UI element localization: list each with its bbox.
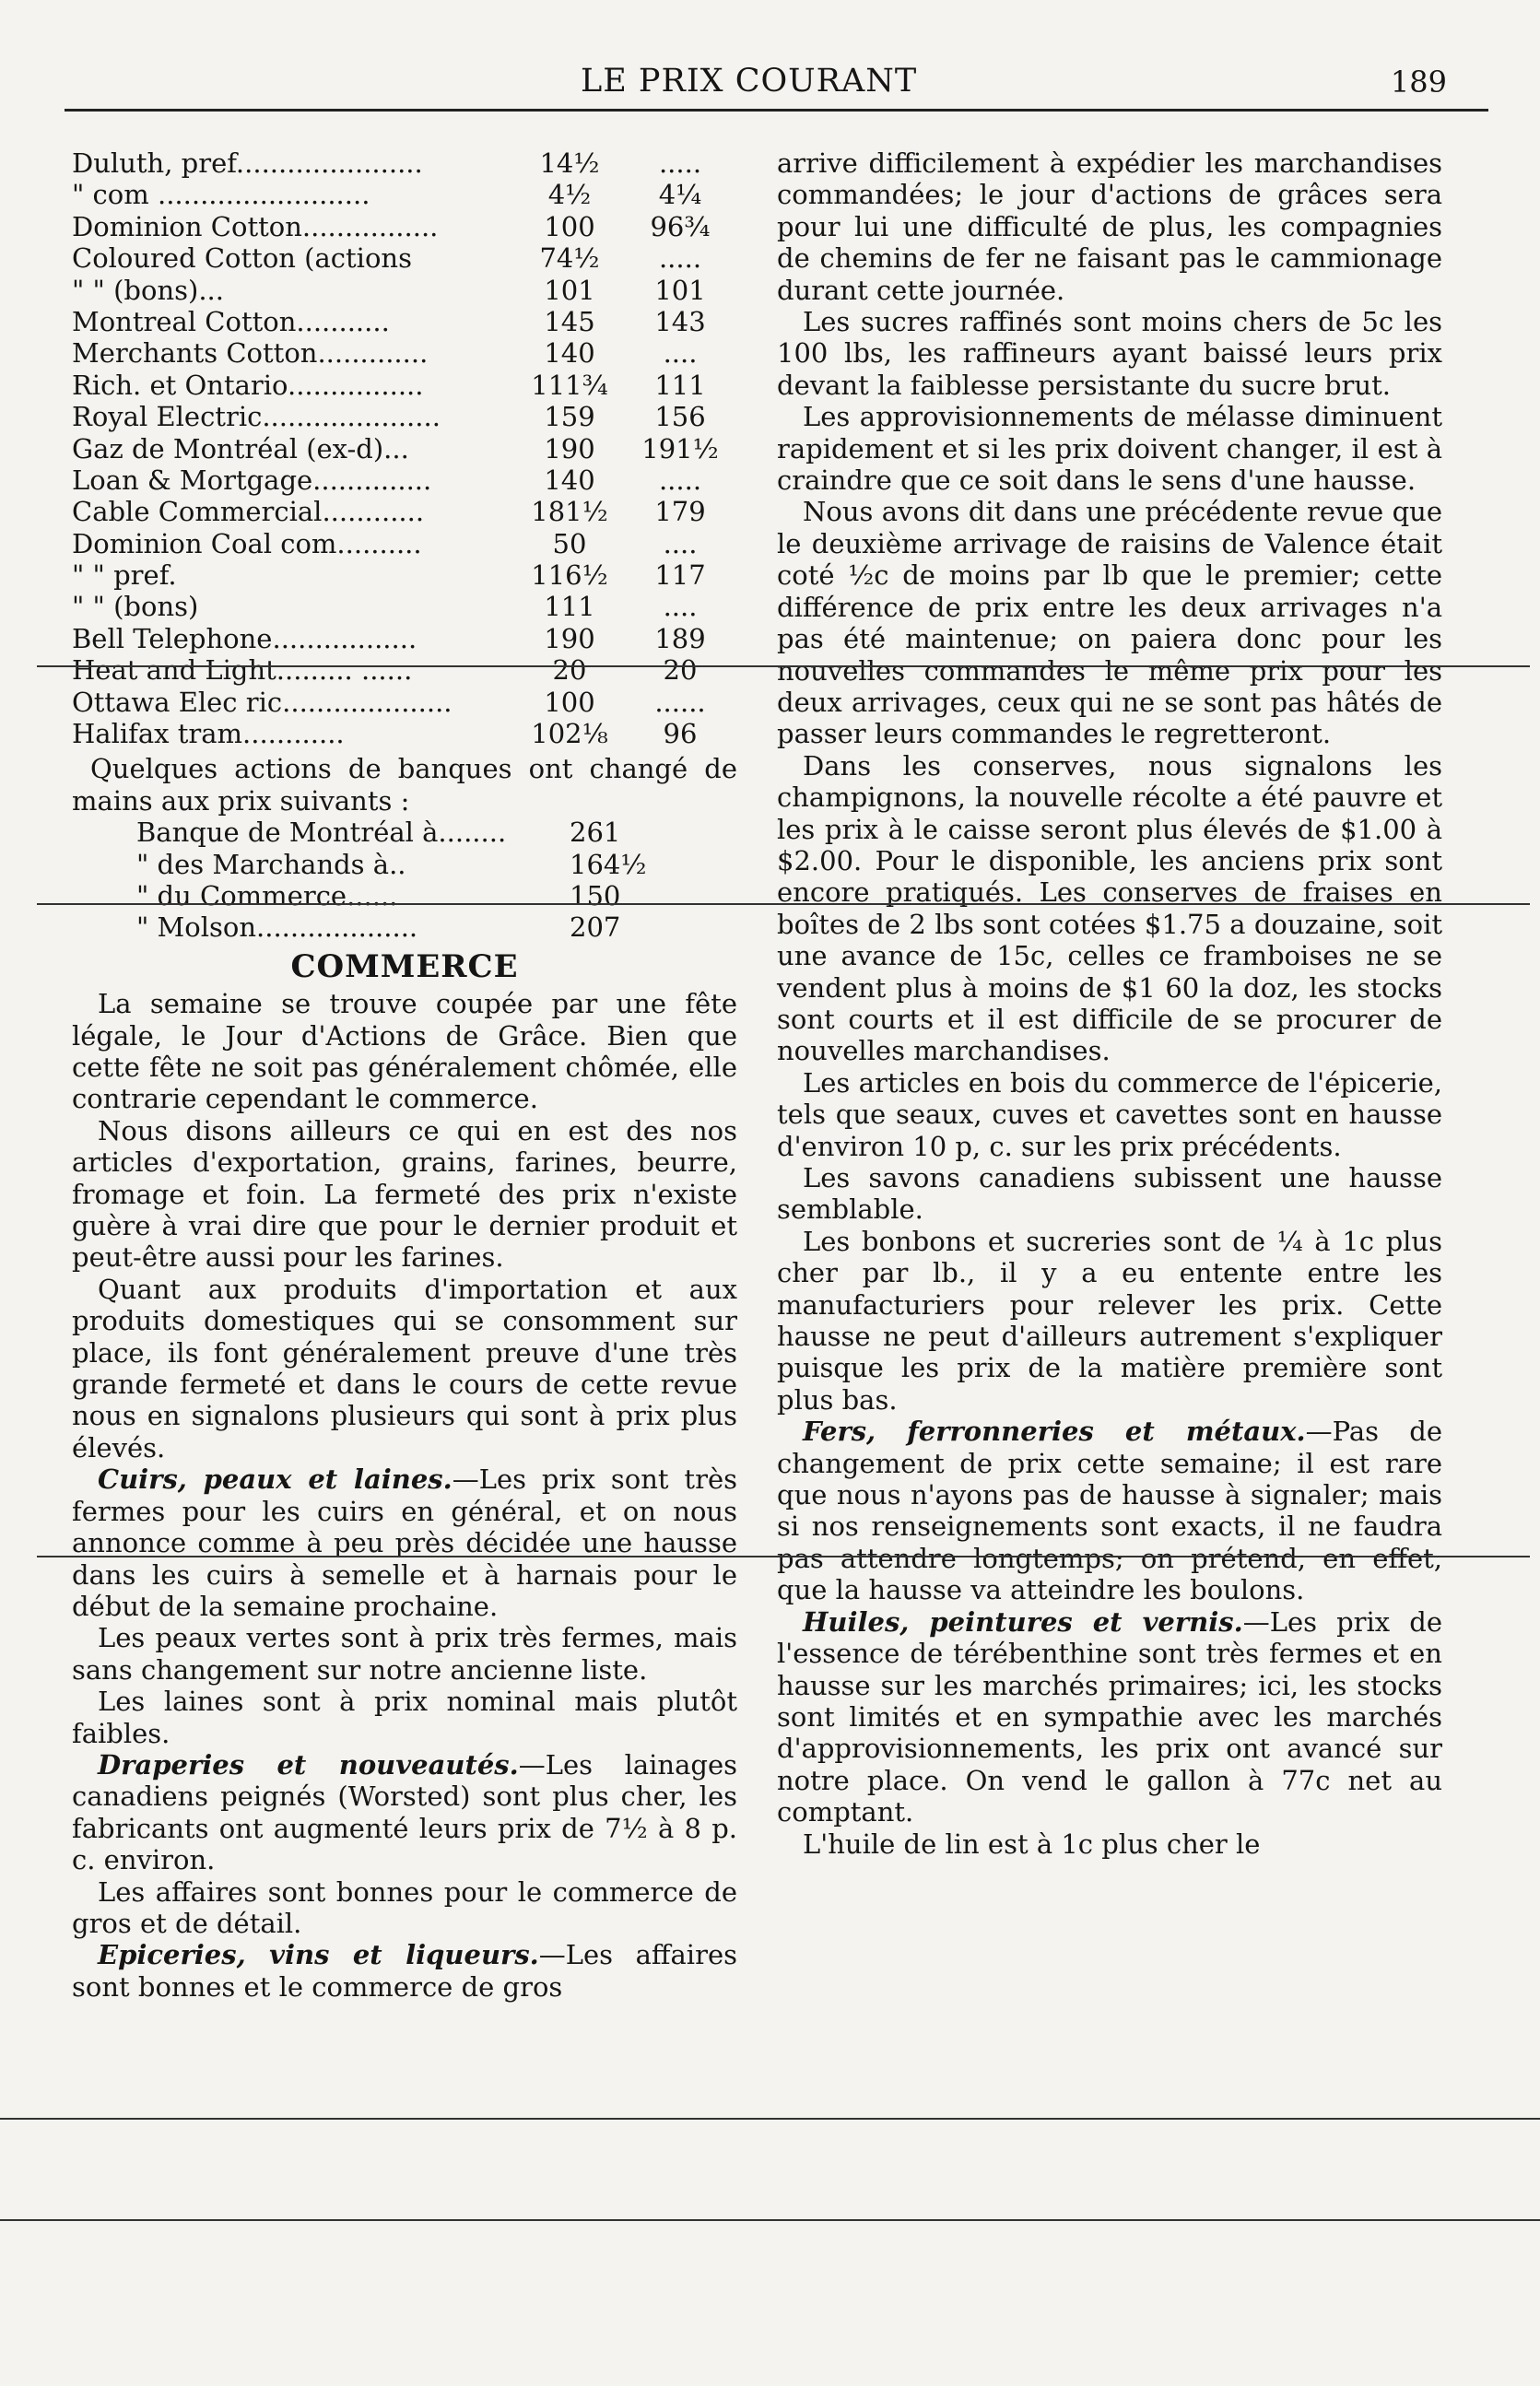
subheading: Cuirs, peaux et laines. (98, 1463, 453, 1496)
stock-name: Royal Electric..................... (72, 401, 441, 433)
stock-name: Loan & Mortgage.............. (72, 464, 432, 496)
stock-row (72, 559, 737, 591)
stock-buyer: ..... (658, 242, 702, 275)
stock-seller: 140 (544, 337, 595, 370)
subheading: Epiceries, vins et liqueurs. (98, 1939, 539, 1971)
stock-seller: 20 (552, 654, 587, 687)
scan-line (0, 2219, 1540, 2221)
stock-name: Cable Commercial............ (72, 496, 425, 528)
stock-seller: 111¾ (531, 369, 608, 401)
stock-row (72, 623, 737, 654)
stock-buyer: 20 (663, 654, 698, 687)
bank-name: " Molson................... (136, 911, 418, 944)
stock-name: " com ......................... (72, 179, 370, 211)
stock-name: Halifax tram............ (72, 718, 345, 750)
stock-seller: 140 (544, 464, 595, 496)
stock-seller: 74½ (539, 242, 600, 275)
journal-title: LE PRIX COURANT (581, 63, 918, 100)
stock-buyer: 4¼ (658, 179, 702, 211)
stock-row (72, 401, 737, 432)
paragraph: Les approvisionnements de mélasse diminuent rapidement et si les prix doivent changer, il est à craindre que ce soit dans le sens d'une hausse. (777, 401, 1442, 497)
stock-row (72, 242, 737, 274)
paragraph-text: —Les lainages canadiens peignés (Worsted) sont plus cher, les fabricants ont augmenté leurs prix de 7½ à 8 p. c. environ. (72, 1748, 738, 1876)
stock-buyer: .... (663, 337, 698, 370)
bank-intro: Quelques actions de banques ont changé de mains aux prix suivants : (72, 753, 737, 817)
stock-name: " " pref. (72, 559, 177, 592)
stock-row (72, 147, 737, 179)
paragraph-fers (777, 1416, 1442, 1605)
paragraph: L'huile de lin est à 1c plus cher le (803, 1828, 1261, 1860)
section-title: COMMERCE (290, 947, 519, 985)
stock-row (72, 337, 737, 369)
stock-name: Ottawa Elec ric.................... (72, 686, 453, 718)
paragraph-text: —Pas de changement de prix cette semaine; il est rare que nous n'ayons pas de hausse à signaler; mais si nos renseignements sont exacts, il ne faudra pas attendre longtemps; on prétend, en effet, que la hausse va atteindre les boulons. (777, 1416, 1442, 1606)
stock-row (72, 687, 737, 718)
stock-row (72, 275, 737, 306)
page-header (65, 57, 1484, 103)
stock-seller: 190 (544, 622, 595, 654)
stock-name: Merchants Cotton............. (72, 337, 429, 370)
stock-row (72, 591, 737, 622)
paragraph: Les laines sont à prix nominal mais plutôt faibles. (72, 1686, 737, 1749)
stock-name: Heat and Light......... ...... (72, 654, 413, 687)
paragraph: Nous avons dit dans une précédente revue que le deuxième arrivage de raisins de Valence était coté ½c de moins par lb que le premier; cette différence de prix entre les deux arrivages n'a pas été maintenue; on paiera donc pour les nouvelles commandes le même prix pour les deux arrivages, ceux qui ne se sont pas hâtés de passer leurs commandes le regretteront. (777, 496, 1442, 750)
paragraph-text: —Les prix de l'essence de térébenthine sont très fermes et en hausse sur les marchés primaires; ici, les stocks sont limités et en sympathie avec les marchés d'approvisionnements, les prix ont avancé sur notre place. On vend le gallon à 77c net au comptant. (777, 1605, 1442, 1828)
paragraph-epiceries (72, 1939, 737, 2003)
bank-price: 261 (570, 817, 621, 849)
scan-line (37, 1556, 1530, 1557)
bank-row (72, 817, 737, 848)
bank-price: 207 (570, 911, 621, 944)
stock-row (72, 433, 737, 464)
stock-seller: 50 (552, 527, 587, 559)
left-column (72, 147, 737, 2003)
paragraph: La semaine se trouve coupée par une fête légale, le Jour d'Actions de Grâce. Bien que cette fête ne soit pas généralement chômée, elle contrarie cependant le commerce. (72, 988, 737, 1115)
stock-seller: 116½ (531, 559, 608, 592)
paragraph-text: —Les affaires sont bonnes et le commerce de gros (72, 1939, 737, 2003)
stock-row (72, 211, 737, 242)
bank-price: 150 (570, 880, 621, 912)
stock-name: Coloured Cotton (actions (72, 242, 412, 275)
stock-seller: 181½ (531, 496, 608, 528)
stock-row (72, 464, 737, 496)
stock-name: " " (bons)... (72, 274, 224, 306)
stock-row (72, 718, 737, 749)
stock-buyer: 111 (654, 369, 706, 401)
stock-row (72, 496, 737, 527)
stock-row (72, 370, 737, 401)
stock-row (72, 528, 737, 559)
stock-seller: 14½ (539, 147, 600, 179)
stock-row (72, 179, 737, 210)
stock-name: Bell Telephone................. (72, 622, 417, 654)
paragraph-huiles (777, 1606, 1442, 1828)
stock-buyer: 117 (654, 559, 706, 592)
stock-seller: 159 (544, 401, 595, 433)
stock-buyer: ..... (658, 147, 702, 179)
stock-seller: 102⅛ (531, 718, 608, 750)
paragraph: Les sucres raffinés sont moins chers de 5c les 100 lbs, les raffineurs ayant baissé leurs prix devant la faiblesse persistante du sucre brut. (777, 306, 1442, 401)
stock-buyer: 96 (663, 718, 698, 750)
scan-line (0, 2118, 1540, 2120)
paragraph-text: —Les prix sont très fermes pour les cuirs en général, et on nous annonce comme à peu près décidée une hausse dans les cuirs à semelle et à harnais pour le début de la semaine prochaine. (72, 1463, 737, 1622)
paragraph: Les bonbons et sucreries sont de ¼ à 1c plus cher par lb., il y a eu entente entre les manufacturiers pour relever les prix. Cette hausse ne peut d'ailleurs autrement s'expliquer puisque les prix de la matière première sont plus bas. (777, 1225, 1442, 1416)
stock-seller: 190 (544, 432, 595, 464)
bank-row (72, 911, 737, 943)
bank-name: Banque de Montréal à........ (136, 817, 507, 849)
stock-seller: 100 (544, 210, 595, 242)
stock-name: Dominion Coal com.......... (72, 527, 422, 559)
bank-price: 164½ (570, 848, 647, 880)
subheading: Draperies et nouveautés. (98, 1748, 519, 1781)
stock-buyer: ..... (658, 464, 702, 496)
subheading: Huiles, peintures et vernis. (803, 1605, 1243, 1638)
bank-row (72, 880, 737, 911)
stock-buyer: 156 (654, 401, 706, 433)
paragraph: arrive difficilement à expédier les marchandises commandées; le jour d'actions de grâces sera pour lui une difficulté de plus, les compagnies de chemins de fer ne faisant pas le cammionage durant cette journée. (777, 147, 1442, 306)
subheading: Fers, ferronneries et métaux. (803, 1416, 1306, 1448)
paragraph-draperies (72, 1749, 737, 1876)
stock-row (72, 306, 737, 337)
stock-seller: 100 (544, 686, 595, 718)
stock-buyer: .... (663, 591, 698, 623)
page-number: 189 (1390, 65, 1447, 100)
paragraph: Les articles en bois du commerce de l'épicerie, tels que seaux, cuves et cavettes sont en hausse d'environ 10 p, c. sur les prix précédents. (777, 1066, 1442, 1162)
stock-name: Montreal Cotton........... (72, 305, 390, 337)
scan-line (37, 903, 1530, 905)
right-column (777, 147, 1442, 1860)
stock-name: Duluth, pref...................... (72, 147, 423, 179)
stock-name: Rich. et Ontario................ (72, 369, 424, 401)
stock-buyer: 179 (654, 496, 706, 528)
bank-table (72, 817, 737, 944)
stock-seller: 145 (544, 305, 595, 337)
paragraph: Les affaires sont bonnes pour le commerce de gros et de détail. (72, 1875, 737, 1939)
bank-name: " du Commerce...... (136, 880, 398, 912)
stock-buyer: 101 (654, 274, 706, 306)
stock-name: Gaz de Montréal (ex-d)... (72, 432, 409, 464)
header-rule (65, 109, 1488, 112)
stock-buyer: 143 (654, 305, 706, 337)
stock-table (72, 147, 737, 749)
paragraph: Nous disons ailleurs ce qui en est des nos articles d'exportation, grains, farines, beurre, fromage et foin. La fermeté des prix n'existe guère à vrai dire que pour le dernier produit et peut-être aussi pour les farines. (72, 1114, 737, 1274)
stock-seller: 101 (544, 274, 595, 306)
stock-name: " " (bons) (72, 591, 199, 623)
stock-row (72, 654, 737, 686)
scan-line (37, 665, 1530, 667)
paragraph: Les savons canadiens subissent une hausse semblable. (777, 1162, 1442, 1226)
paragraph: Dans les conserves, nous signalons les champignons, la nouvelle récolte a été pauvre et les prix à le caisse seront plus élevés de $1.00 à $2.00. Pour le disponible, les anciens prix sont encore pratiqués. Les conserves de fraises en boîtes de 2 lbs sont cotées $1.75 a douzaine, soit une avance de 15c, celles ce framboises ne se vendent plus à moins de $1 60 la doz, les stocks sont courts et il est difficile de se procurer de nouvelles marchandises. (777, 749, 1442, 1067)
stock-buyer: 189 (654, 622, 706, 654)
stock-name: Dominion Cotton................ (72, 210, 439, 242)
paragraph: Les peaux vertes sont à prix très fermes, mais sans changement sur notre ancienne liste. (72, 1622, 737, 1686)
stock-buyer: .... (663, 527, 698, 559)
stock-seller: 111 (544, 591, 595, 623)
paragraph: Quant aux produits d'importation et aux produits domestiques qui se consomment sur place, ils font généralement preuve d'une très grande fermeté et dans le cours de cette revue nous en signalons plusieurs qui sont à prix plus élevés. (72, 1273, 737, 1463)
bank-row (72, 849, 737, 880)
bank-name: " des Marchands à.. (136, 848, 406, 880)
stock-buyer: ...... (654, 686, 706, 718)
stock-seller: 4½ (547, 179, 592, 211)
paragraph-cuirs (72, 1463, 737, 1622)
stock-buyer: 96¾ (650, 210, 711, 242)
stock-buyer: 191½ (641, 432, 719, 464)
